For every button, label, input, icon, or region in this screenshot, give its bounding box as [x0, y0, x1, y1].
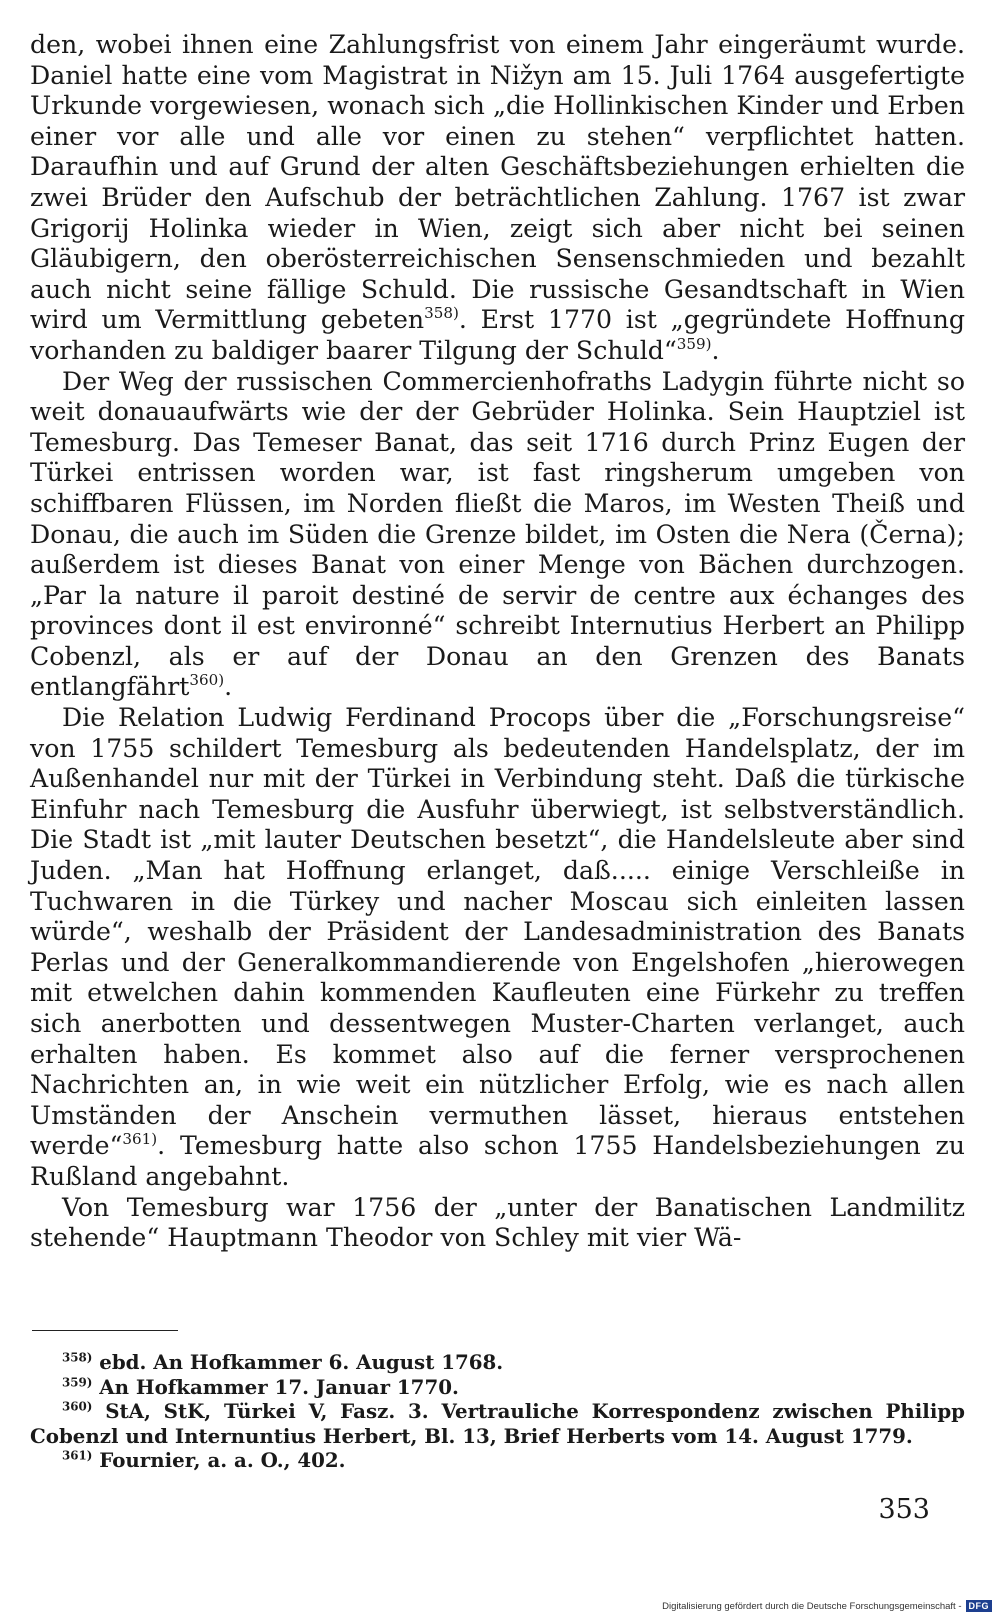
paragraph [30, 1193, 965, 1254]
footnote-reference: 358) [424, 304, 459, 323]
paragraph-text: . [711, 335, 720, 365]
footnote [30, 1350, 965, 1375]
footnote [30, 1448, 965, 1473]
paragraph-text: Die Relation Ludwig Ferdinand Procops über die „Forschungsreise“ von 1755 schildert Temesburg als bedeutenden Handelsplatz, der im Außenhandel nur mit der Türkei in Verbindung steht. Daß die türkische Einfuhr nach Temesburg die Ausfuhr überwiegt, ist selbstverständlich. Die Stadt ist „mit lauter Deutschen besetzt“, die Handelsleute aber sind Juden. „Man hat Hoffnung erlanget, daß..... einige Verschleiße in Tuchwaren in die Türkey und nacher Moscau sich einleiten lassen würde“, weshalb der Präsident der Landesadministration des Banats Perlas und der Generalkommandierende von Engelshofen „hierowegen mit etwelchen dahin kommenden Kaufleuten eine Fürkehr zu treffen sich anerbotten und dessentwegen Muster-Charten verlanget, auch erhalten haben. Es kommet also auf die ferner versprochenen Nachrichten an, in wie weit ein nützlicher Erfolg, wie es nach allen Umständen der Anschein vermuthen lässet, hieraus entstehen werde“ [30, 703, 965, 1161]
paragraph-text: den, wobei ihnen eine Zahlungsfrist von einem Jahr eingeräumt wurde. Daniel hatte eine vom Magistrat in Nižyn am 15. Juli 1764 ausgefertigte Urkunde vorgewiesen, wonach sich „die Hollinkischen Kinder und Erben einer vor alle und alle vor einen zu stehen“ verpflichtet hatten. Daraufhin und auf Grund der alten Geschäftsbeziehungen erhielten die zwei Brüder den Aufschub der beträchtlichen Zahlung. 1767 ist zwar Grigorij Holinka wieder in Wien, zeigt sich aber nicht bei seinen Gläubigern, den oberösterreichischen Sensenschmieden und bezahlt auch nicht seine fällige Schuld. Die russische Gesandtschaft in Wien wird um Vermittlung gebeten [30, 30, 965, 335]
footnote-reference: 361) [122, 1130, 158, 1149]
paragraph [30, 703, 965, 1193]
paragraph [30, 367, 965, 704]
footnote-reference: 360) [189, 671, 225, 690]
footnote [30, 1375, 965, 1400]
footnote-marker: 361) [62, 1448, 93, 1463]
page [30, 30, 965, 1254]
footnote-text: An Hofkammer 17. Januar 1770. [92, 1374, 459, 1399]
footnote-marker: 360) [62, 1399, 93, 1414]
footnote-reference: 359) [676, 335, 712, 354]
paragraph-text: . [224, 672, 233, 702]
footnote-text: ebd. An Hofkammer 6. August 1768. [92, 1350, 504, 1374]
paragraph-text: Der Weg der russischen Commercienhofraths Ladygin führte nicht so weit donauaufwärts wie der der Gebrüder Holinka. Sein Hauptziel ist Temesburg. Das Temeser Banat, das seit 1716 durch Prinz Eugen der Türkei entrissen worden war, ist fast ringsherum umgeben von schiffbaren Flüssen, im Norden fließt die Maros, im Westen Theiß und Donau, die auch im Süden die Grenze bildet, im Osten die Nera (Černa); außerdem ist dieses Banat von einer Menge von Bächen durchzogen. „Par la nature il paroit destiné de servir de centre aux échanges des provinces dont il est environné“ schreibt Internutius Herbert an Philipp Cobenzl, als er auf der Donau an den Grenzen des Banats entlangfährt [30, 366, 965, 702]
paragraph-text: Von Temesburg war 1756 der „unter der Banatischen Landmilitz stehende“ Hauptmann Theodor von Schley mit vier Wä- [30, 1192, 965, 1253]
footnote-text: Fournier, a. a. O., 402. [92, 1448, 346, 1472]
body-text [30, 30, 965, 1254]
footnote-marker: 359) [62, 1374, 93, 1389]
digitization-credit [662, 1600, 992, 1612]
paragraph-text: . Temesburg hatte also schon 1755 Handelsbeziehungen zu Rußland angebahnt. [30, 1131, 965, 1191]
dfg-logo: DFG [966, 1600, 993, 1612]
footnote-marker: 358) [62, 1350, 93, 1365]
footnote [30, 1399, 965, 1448]
page-number: 353 [878, 1494, 930, 1525]
footnotes [30, 1350, 965, 1473]
footnote-text: StA, StK, Türkei V, Fasz. 3. Vertrauliche Korrespondenz zwischen Philipp Cobenzl und Internuntius Herbert, Bl. 13, Brief Herberts vom 14. August 1779. [30, 1399, 965, 1448]
digitization-credit-text: Digitalisierung gefördert durch die Deutsche Forschungsgemeinschaft - [662, 1600, 962, 1612]
paragraph-text: . Erst 1770 ist „gegründete Hoffnung vorhanden zu baldiger baarer Tilgung der Schuld“ [30, 305, 965, 365]
footnote-rule [32, 1330, 178, 1331]
paragraph [30, 30, 965, 367]
